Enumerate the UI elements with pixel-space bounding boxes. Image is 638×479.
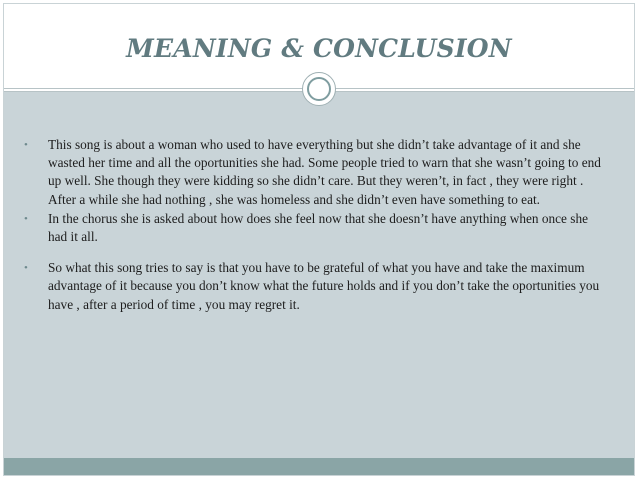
slide-title: MEANING & CONCLUSION bbox=[126, 34, 512, 63]
bullet-item bbox=[24, 210, 604, 246]
ring-ornament-icon bbox=[302, 72, 336, 106]
bullet-text: In the chorus she is asked about how does she feel now that she doesn’t have anything when once she had it all. bbox=[48, 210, 588, 245]
bullet-dot-icon: • bbox=[24, 139, 28, 151]
bullet-list bbox=[24, 136, 604, 314]
bullet-dot-icon: • bbox=[24, 212, 28, 225]
bullet-item bbox=[24, 136, 604, 209]
bullet-item bbox=[24, 259, 604, 314]
ring-inner-icon bbox=[307, 77, 331, 101]
bullet-text: So what this song tries to say is that you have to be grateful of what you have and take the maximum advantage of it because you don’t know what the future holds and if you don’t take the oportunities you have , after a period of time , you may regret it. bbox=[48, 260, 600, 312]
bullet-text: This song is about a woman who used to have everything but she didn’t take advantage of it and she wasted her time and all the oportunities she had. Some people tried to warn that she wasn’t going to end up well. She though they were kidding so she didn’t care. But they weren’t, in fact , they were right . After a while she had nothing , she was homeless and she didn’t even have something to eat. bbox=[48, 137, 601, 207]
footer-bar bbox=[4, 458, 634, 475]
bullet-dot-icon: • bbox=[24, 262, 28, 275]
